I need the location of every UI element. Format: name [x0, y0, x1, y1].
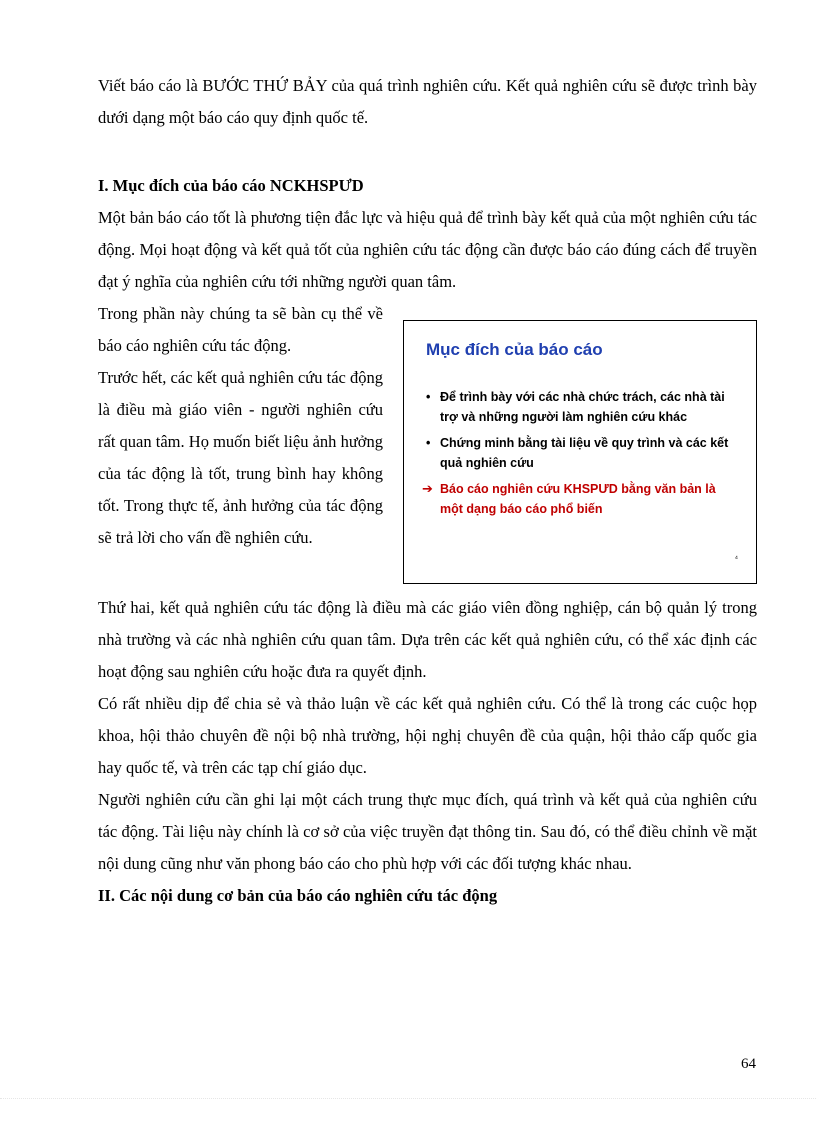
document-page	[98, 70, 757, 912]
slide-bullet-item	[426, 387, 738, 427]
slide-arrow-text: Báo cáo nghiên cứu KHSPƯD bằng văn bản là một dạng báo cáo phổ biến	[440, 482, 716, 516]
slide-bullet-item	[426, 433, 738, 473]
spacer	[98, 134, 757, 170]
bullet-icon: •	[426, 436, 431, 450]
section-1-paragraph-3: Trước hết, các kết quả nghiên cứu tác động là điều mà giáo viên - người nghiên cứu rất quan tâm. Họ muốn biết liệu ảnh hưởng của tác động là tốt, trung bình hay không tốt. Trong thực tế, ảnh hưởng của tác động sẽ trả lời cho vấn đề nghiên cứu.	[98, 368, 383, 547]
section-2-heading: II. Các nội dung cơ bản của báo cáo nghiên cứu tác động	[98, 886, 498, 905]
section-1-paragraph-2: Trong phần này chúng ta sẽ bàn cụ thể về báo cáo nghiên cứu tác động.	[98, 304, 383, 355]
wrapped-text-with-slide	[98, 298, 757, 592]
section-1-heading: I. Mục đích của báo cáo NCKHSPƯD	[98, 176, 364, 195]
page-number: 64	[741, 1056, 756, 1072]
bullet-icon: •	[426, 390, 431, 404]
intro-paragraph: Viết báo cáo là BƯỚC THỨ BẢY của quá trình nghiên cứu. Kết quả nghiên cứu sẽ được trình bày dưới dạng một báo cáo quy định quốc tế.	[98, 76, 757, 127]
section-1-paragraph-6: Người nghiên cứu cần ghi lại một cách trung thực mục đích, quá trình và kết quả của nghiên cứu tác động. Tài liệu này chính là cơ sở của việc truyền đạt thông tin. Sau đó, có thể điều chỉnh về mặt nội dung cũng như văn phong báo cáo cho phù hợp với các đối tượng khác nhau.	[98, 790, 757, 873]
slide-figure	[403, 320, 757, 584]
section-1-paragraph-5: Có rất nhiều dịp để chia sẻ và thảo luận về các kết quả nghiên cứu. Có thể là trong các cuộc họp khoa, hội thảo chuyên đề nội bộ nhà trường, hội nghị chuyên đề của quận, hội thảo cấp quốc gia hay quốc tế, và trên các tạp chí giáo dục.	[98, 694, 757, 777]
section-1-paragraph-1: Một bản báo cáo tốt là phương tiện đắc lực và hiệu quả để trình bày kết quả của một nghiên cứu tác động. Mọi hoạt động và kết quả tốt của nghiên cứu tác động cần được báo cáo đúng cách để truyền đạt ý nghĩa của nghiên cứu tới những người quan tâm.	[98, 208, 757, 291]
slide-arrow-item	[422, 479, 738, 519]
arrow-right-icon: ➔	[422, 481, 433, 496]
slide-bullet-text: Để trình bày với các nhà chức trách, các nhà tài trợ và những người làm nghiên cứu khác	[440, 390, 725, 424]
slide-mark: ⁴	[734, 554, 738, 563]
slide-bullet-text: Chứng minh bằng tài liệu về quy trình và các kết quả nghiên cứu	[440, 436, 729, 470]
page-bottom-divider	[0, 1098, 816, 1099]
section-1-paragraph-4: Thứ hai, kết quả nghiên cứu tác động là điều mà các giáo viên đồng nghiệp, cán bộ quản lý trong nhà trường và các nhà nghiên cứu quan tâm. Dựa trên các kết quả nghiên cứu, có thể xác định các hoạt động sau nghiên cứu hoặc đưa ra quyết định.	[98, 598, 757, 681]
slide-title: Mục đích của báo cáo	[426, 340, 603, 359]
slide-bullet-list	[422, 387, 738, 519]
